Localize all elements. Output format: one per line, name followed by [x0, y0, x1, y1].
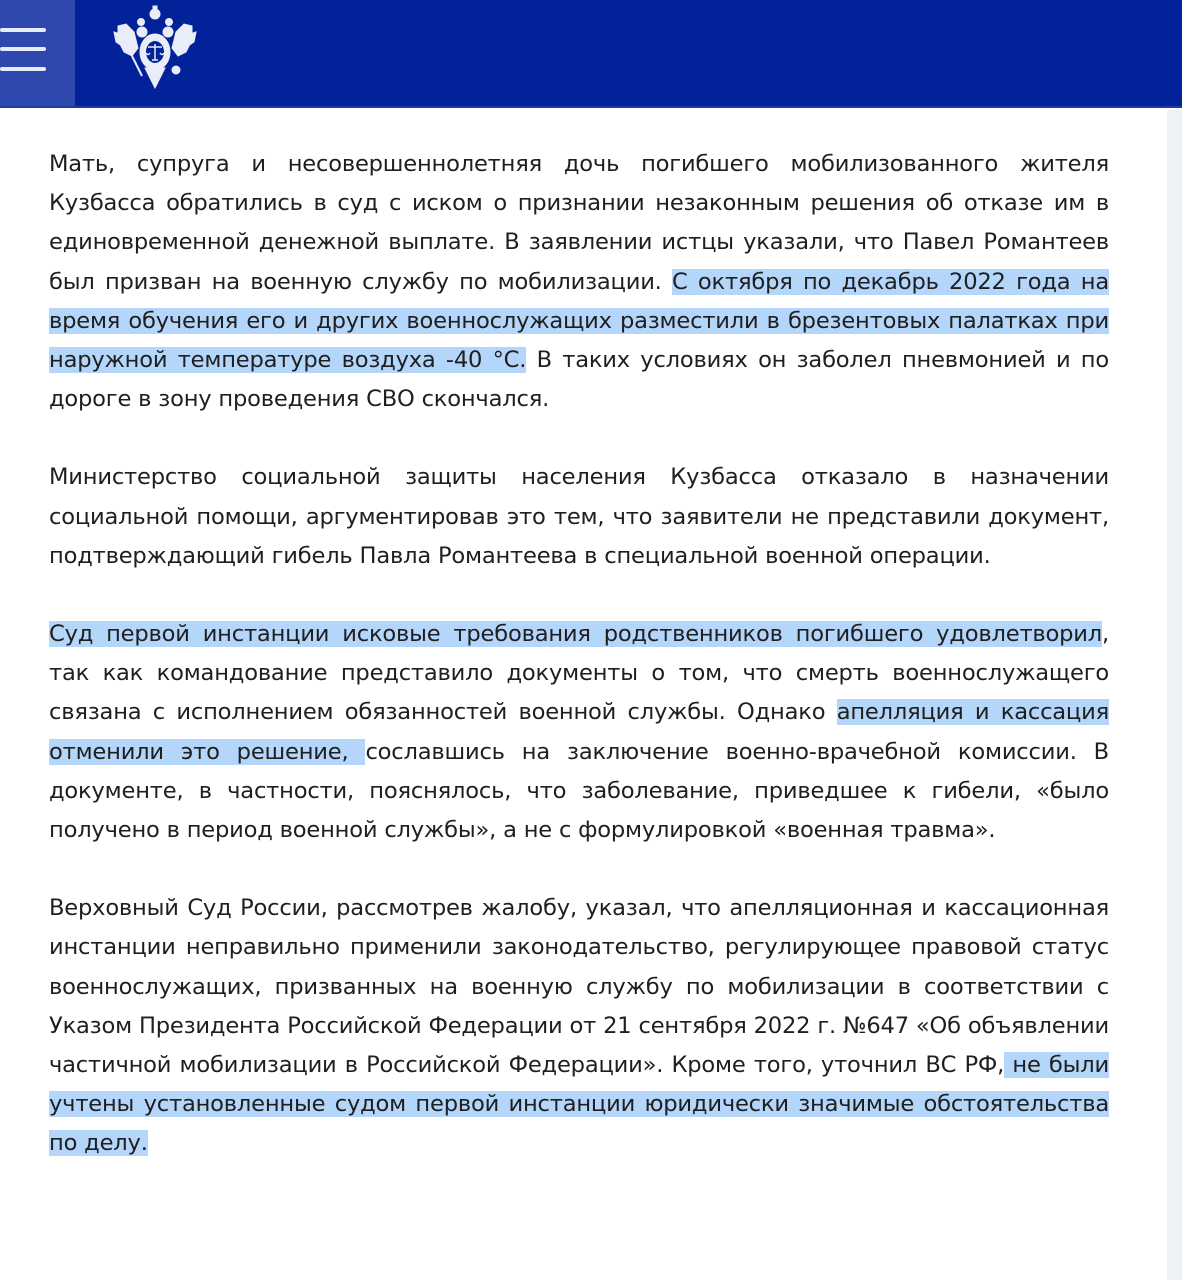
- paragraph-text: В таких условиях он заболел пневмонией и по дороге в зону проведения СВО скончался.: [49, 347, 1110, 413]
- court-emblem-logo-icon[interactable]: [112, 4, 198, 92]
- article-paragraph: [49, 458, 1109, 576]
- paragraph-text: Министерство социальной защиты населения Кузбасса отказало в назначении социальной помощи, аргументировав это тем, что заявители не представили документ, подтверждающий гибель Павла Романтеева в специальной военной операции.: [49, 464, 1109, 569]
- highlighted-text: Суд первой инстанции исковые требования родственников погибшего удовлетворил: [49, 621, 1103, 648]
- paragraph-text: Мать, супруга и несовершеннолетняя дочь погибшего мобилизованного жителя Кузбасса обратились в суд с иском о признании незаконным решения об отказе им в единовременной денежной выплате. В заявлении истцы указали, что Павел Романтеев был призван на военную службу по мобилизации.: [49, 151, 1109, 295]
- highlighted-text: апелляция и кассация отменили это решение,: [49, 699, 1109, 765]
- hamburger-menu-icon-line: [0, 67, 46, 71]
- highlighted-text: не были учтены установленные судом первой инстанции юридически значимые обстоятельства по делу.: [49, 1052, 1109, 1157]
- menu-button[interactable]: [0, 0, 75, 106]
- paragraph-text: сославшись на заключение военно-врачебной комиссии. В документе, в частности, пояснялось, что заболевание, приведшее к гибели, «было получено в период военной службы», а не с формулировкой «военная травма».: [49, 738, 1109, 844]
- hamburger-menu-icon-line: [0, 47, 46, 51]
- paragraph-text: , так как командование представило документы о том, что смерть военнослужащего связана с исполнением обязанностей военной службы. Однако: [49, 621, 1109, 726]
- site-header: [0, 0, 1182, 108]
- highlighted-text: С октября по декабрь 2022 года на время обучения его и других военнослужащих разместили в брезентовых палатках при наружной температуре воздуха -40 °C.: [49, 268, 1109, 374]
- right-sidebar: [1167, 110, 1182, 1280]
- article-paragraph: [49, 889, 1109, 1163]
- paragraph-text: Верховный Суд России, рассмотрев жалобу, указал, что апелляционная и кассационная инстанции неправильно применили законодательство, регулирующее правовой статус военнослужащих, призванных на военную службу по мобилизации в соответствии с Указом Президента Российской Федерации от 21 сентября 2022 г. №647 «Об объявлении частичной мобилизации в Российской Федерации». Кроме того, уточнил ВС РФ,: [49, 895, 1109, 1079]
- article-paragraph: [49, 615, 1109, 850]
- hamburger-menu-icon-line: [0, 28, 46, 32]
- article-body: [49, 145, 1109, 1203]
- article-paragraph: [49, 145, 1109, 419]
